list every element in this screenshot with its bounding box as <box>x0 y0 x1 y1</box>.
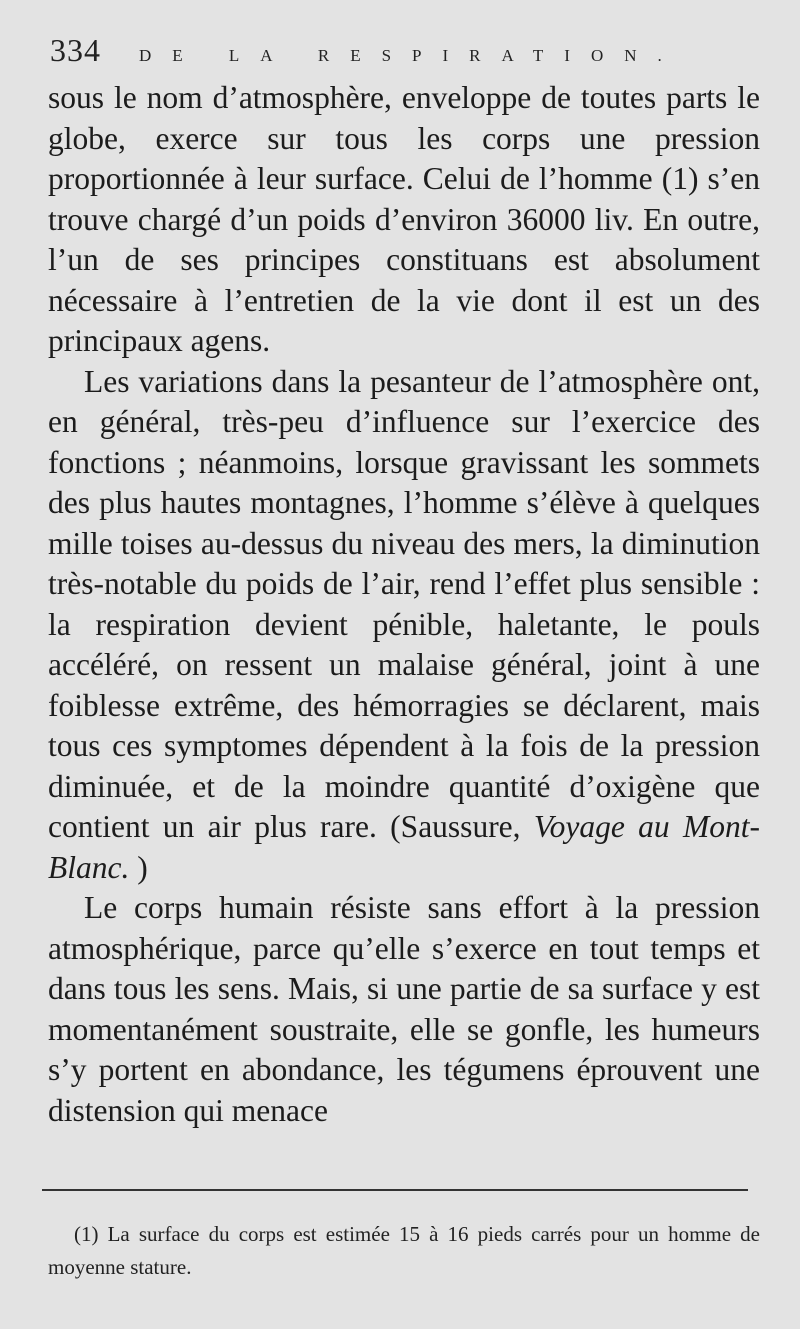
paragraph-1: sous le nom d’atmosphère, enveloppe de toutes parts le globe, exerce sur tous les corps une pression proportionnée à leur surface. Celui de l’homme (1) s’en trouve chargé d’un poids d’environ 36000 liv. En outre, l’un de ses principes constituans est absolument nécessaire à l’entretien de la vie dont il est un des principaux agens. <box>48 80 760 358</box>
page-header <box>50 32 750 69</box>
page-number: 334 <box>50 32 101 68</box>
footnote <box>48 1218 760 1284</box>
footnote-rule <box>42 1189 748 1191</box>
citation-title: Voyage au Mont-Blanc. <box>48 809 761 885</box>
footnote-text: (1) La surface du corps est estimée 15 à 16 pieds carrés pour un homme de moyenne stature. <box>48 1222 760 1279</box>
body-text <box>48 78 760 1131</box>
running-head: DE LA RESPIRATION. <box>139 46 683 65</box>
paragraph-3: Le corps humain résiste sans effort à la pression atmosphérique, parce qu’elle s’exerce en tout temps et dans tous les sens. Mais, si une partie de sa surface y est momentanément soustraite, elle se gonfle, les humeurs s’y portent en abondance, les tégumens éprouvent une distension qui menace <box>48 890 760 1128</box>
paragraph-2 <box>48 362 760 889</box>
paragraph-2-text: Les variations dans la pesanteur de l’atmosphère ont, en général, très-peu d’influence sur l’exercice des fonctions ; néanmoins, lorsque gravissant les sommets des plus hautes montagnes, l’homme s’élève à quelques mille toises au-dessus du niveau des mers, la diminution très-notable du poids de l’air, rend l’effet plus sensible : la respiration devient pénible, haletante, le pouls accéléré, on ressent un malaise général, joint à une foiblesse extrême, des hémorragies se déclarent, mais tous ces symptomes dépendent à la fois de la pression diminuée, et de la moindre quantité d’oxigène que contient un air plus rare. (Saussure, <box>48 363 760 844</box>
citation-close: ) <box>137 849 148 885</box>
